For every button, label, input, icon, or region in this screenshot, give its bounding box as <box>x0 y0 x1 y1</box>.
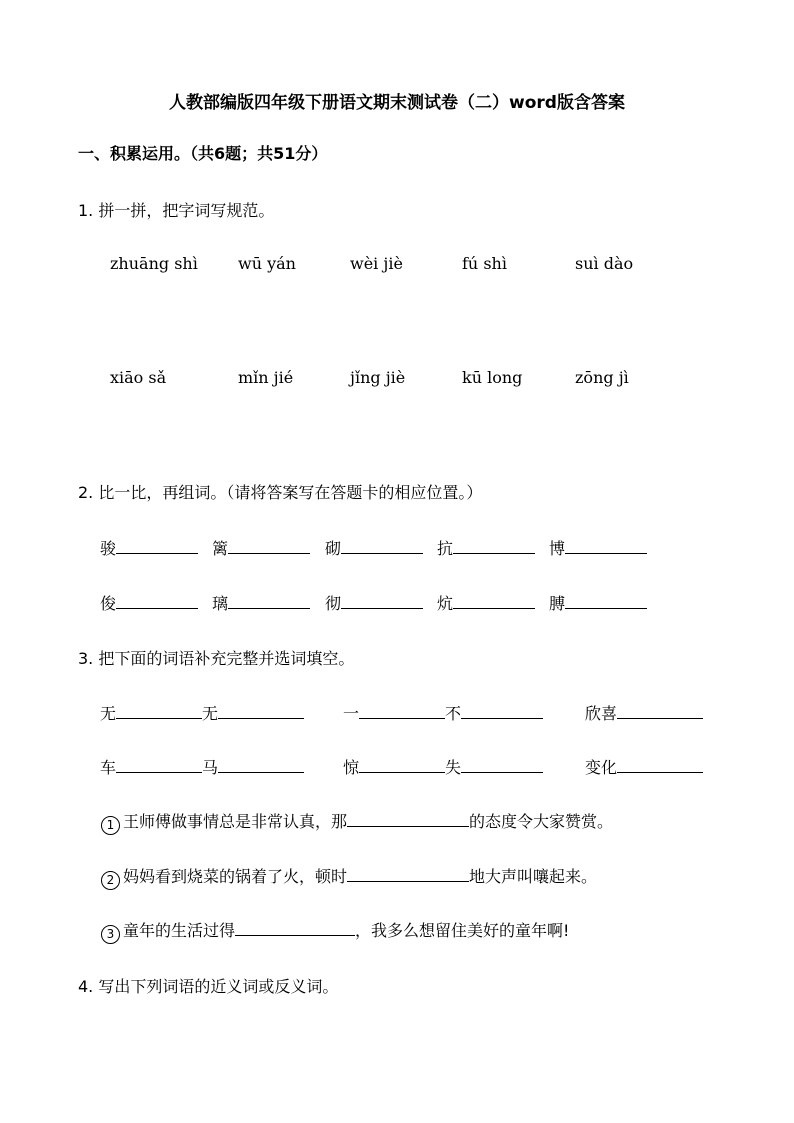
pinyin-item: suì dào <box>575 254 634 273</box>
character: 博 <box>549 539 566 558</box>
character: 彻 <box>325 594 342 613</box>
idiom-char: 惊 <box>343 758 360 777</box>
compare-item <box>100 536 198 559</box>
answer-blank[interactable] <box>347 810 469 827</box>
idiom-item <box>343 701 543 724</box>
idiom-char: 无 <box>100 704 117 723</box>
sentence-text: 童年的生活过得 <box>123 921 236 940</box>
idiom-item <box>585 701 703 724</box>
answer-blank[interactable] <box>359 756 445 773</box>
sentence-text: 地大声叫嚷起来。 <box>469 867 598 886</box>
number-circle: 3 <box>101 925 120 944</box>
pinyin-item: xiāo sǎ <box>110 368 167 387</box>
character: 俊 <box>100 594 117 613</box>
character: 膊 <box>549 594 566 613</box>
answer-blank[interactable] <box>453 537 535 554</box>
idiom-char: 欣喜 <box>585 704 618 723</box>
sentence-text: ，我多么想留住美好的童年啊! <box>355 921 570 940</box>
answer-blank[interactable] <box>116 756 202 773</box>
answer-blank[interactable] <box>359 702 445 719</box>
fill-sentence-1 <box>101 809 613 835</box>
pinyin-item: fú shì <box>462 254 507 273</box>
character: 炕 <box>437 594 454 613</box>
idiom-item <box>100 701 304 724</box>
pinyin-item: zōng jì <box>575 368 629 387</box>
idiom-item <box>585 755 703 778</box>
question-3-label: 3. 把下面的词语补充完整并选词填空。 <box>78 649 355 668</box>
idiom-char: 车 <box>100 758 117 777</box>
pinyin-item: zhuāng shì <box>110 254 198 273</box>
answer-blank[interactable] <box>228 537 310 554</box>
answer-blank[interactable] <box>218 702 304 719</box>
answer-blank[interactable] <box>565 592 647 609</box>
answer-blank[interactable] <box>461 756 543 773</box>
character: 篱 <box>212 539 229 558</box>
character: 骏 <box>100 539 117 558</box>
question-1-label: 1. 拼一拼，把字词写规范。 <box>78 201 275 220</box>
idiom-char: 变化 <box>585 758 618 777</box>
answer-blank[interactable] <box>218 756 304 773</box>
idiom-char: 一 <box>343 704 360 723</box>
answer-blank[interactable] <box>341 592 423 609</box>
fill-sentence-3 <box>101 918 569 944</box>
idiom-char: 不 <box>445 704 462 723</box>
answer-blank[interactable] <box>116 592 198 609</box>
pinyin-item: jǐng jiè <box>350 368 406 387</box>
answer-blank[interactable] <box>347 865 469 882</box>
compare-item <box>325 591 423 614</box>
sentence-text: 王师傅做事情总是非常认真，那 <box>123 812 348 831</box>
idiom-char: 失 <box>445 758 462 777</box>
answer-blank[interactable] <box>116 537 198 554</box>
page-title: 人教部编版四年级下册语文期末测试卷（二）word版含答案 <box>169 93 625 113</box>
answer-blank[interactable] <box>617 702 703 719</box>
answer-blank[interactable] <box>461 702 543 719</box>
answer-blank[interactable] <box>565 537 647 554</box>
question-2-label: 2. 比一比，再组词。（请将答案写在答题卡的相应位置。） <box>78 483 483 502</box>
character: 砌 <box>325 539 342 558</box>
compare-item <box>100 591 198 614</box>
answer-blank[interactable] <box>617 756 703 773</box>
pinyin-item: kū long <box>462 368 523 387</box>
fill-sentence-2 <box>101 864 597 890</box>
compare-item <box>212 591 310 614</box>
compare-item <box>325 536 423 559</box>
compare-item <box>437 536 535 559</box>
answer-blank[interactable] <box>228 592 310 609</box>
answer-blank[interactable] <box>453 592 535 609</box>
compare-item <box>437 591 535 614</box>
answer-blank[interactable] <box>235 919 355 936</box>
number-circle: 1 <box>101 816 120 835</box>
pinyin-item: wū yán <box>238 254 296 273</box>
pinyin-item: mǐn jié <box>238 368 294 387</box>
character: 璃 <box>212 594 229 613</box>
answer-blank[interactable] <box>341 537 423 554</box>
idiom-item <box>100 755 304 778</box>
sentence-text: 妈妈看到烧菜的锅着了火，顿时 <box>123 867 348 886</box>
sentence-text: 的态度令大家赞赏。 <box>469 812 614 831</box>
number-circle: 2 <box>101 871 120 890</box>
idiom-char: 无 <box>202 704 219 723</box>
compare-item <box>212 536 310 559</box>
section-heading: 一、积累运用。（共6题；共51分） <box>78 144 328 163</box>
idiom-char: 马 <box>202 758 219 777</box>
question-4-label: 4. 写出下列词语的近义词或反义词。 <box>78 977 339 996</box>
idiom-item <box>343 755 543 778</box>
character: 抗 <box>437 539 454 558</box>
compare-item <box>549 591 647 614</box>
answer-blank[interactable] <box>116 702 202 719</box>
compare-item <box>549 536 647 559</box>
pinyin-item: wèi jiè <box>350 254 403 273</box>
